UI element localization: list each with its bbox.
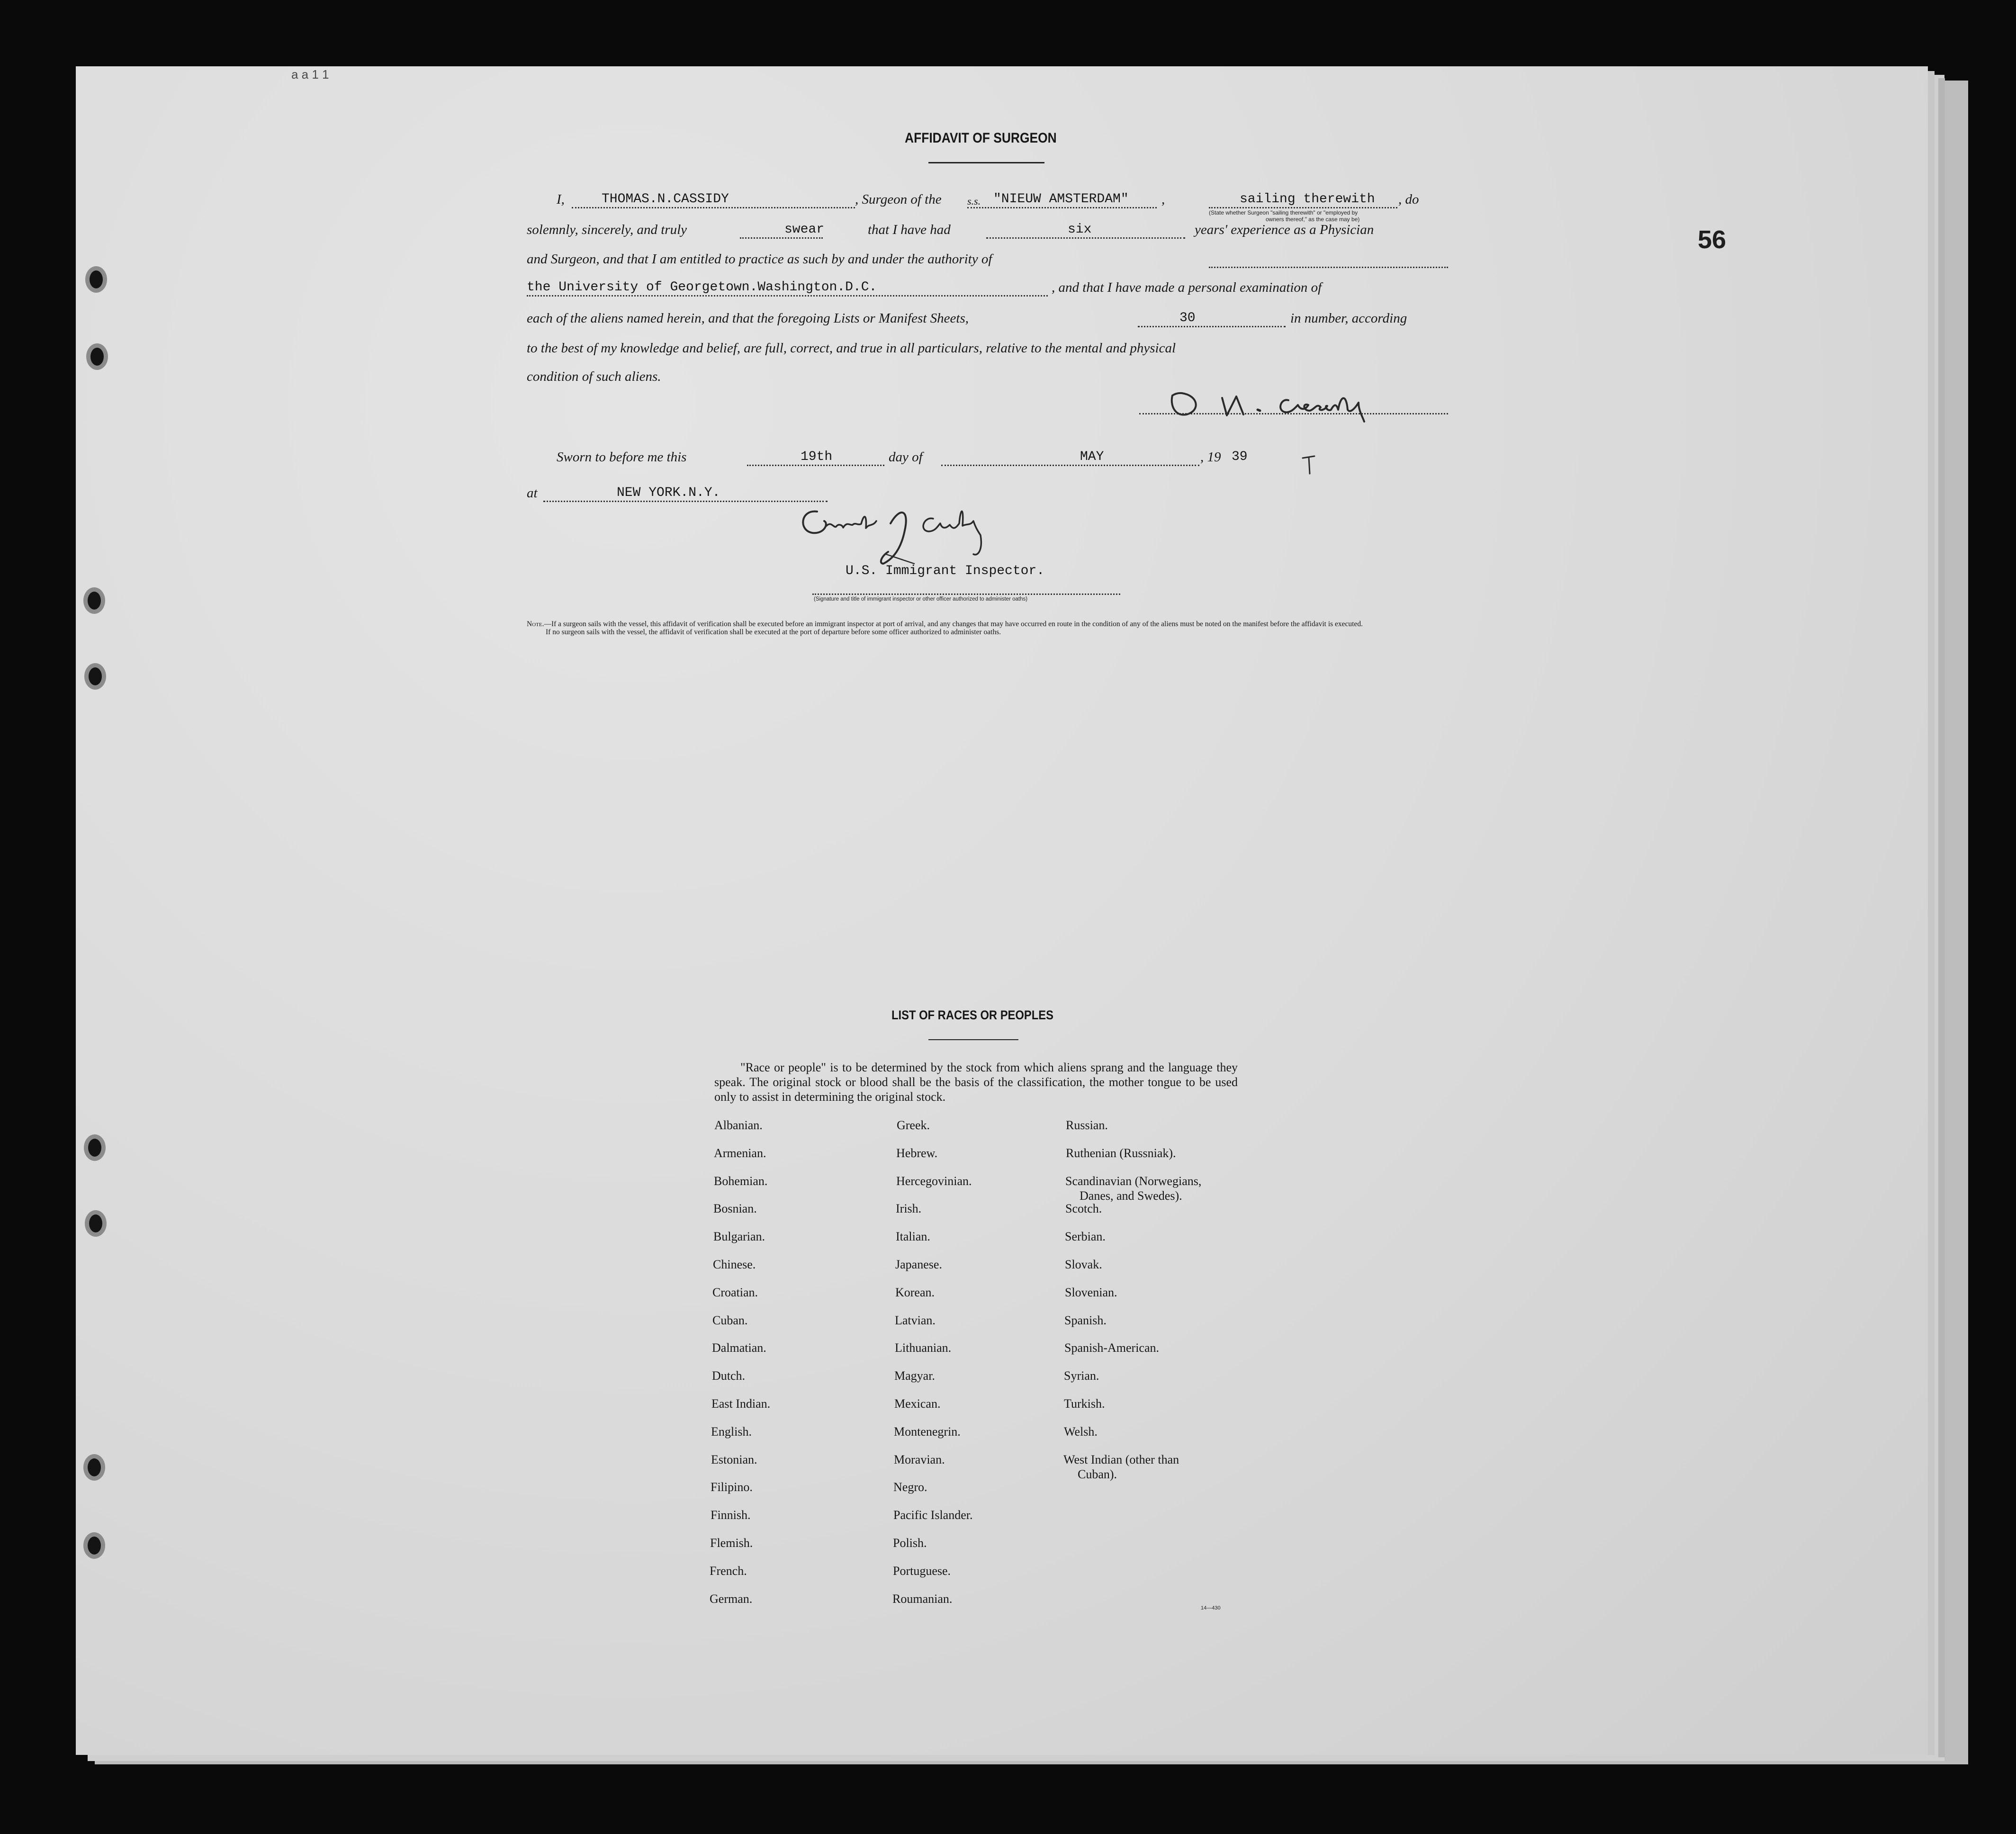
race-item: Slovak. (1065, 1258, 1102, 1271)
text: in number, according (1290, 311, 1407, 326)
race-item: Negro. (893, 1480, 927, 1494)
authority-blank-upper (1209, 267, 1448, 268)
binding-hole (83, 1532, 105, 1559)
race-item: Japanese. (895, 1258, 942, 1271)
race-item: Moravian. (894, 1452, 945, 1466)
races-intro: "Race or people" is to be determined by the stock from which aliens sprang and the language they speak. The original stock or blood shall be the basis of the classification, the mother tongue to be used only to assist in determining the original stock. (714, 1061, 1238, 1104)
affidavit-title: AFFIDAVIT OF SURGEON (905, 130, 1057, 146)
race-item: Irish. (896, 1202, 922, 1216)
race-item: Syrian. (1064, 1369, 1099, 1383)
race-item: Danes, and Swedes). (1080, 1188, 1182, 1203)
text: , do (1398, 192, 1419, 207)
race-item: Flemish. (710, 1536, 753, 1550)
page-edge (1928, 71, 1935, 1755)
month: MAY (1080, 450, 1104, 464)
race-item: Estonian. (711, 1452, 757, 1466)
ship-name-blank (967, 207, 1157, 208)
page-number: 56 (1698, 225, 1727, 254)
affidavit-line-4 (527, 270, 1450, 297)
place: NEW YORK.N.Y. (617, 485, 720, 500)
note-label: Note. (527, 620, 544, 628)
inspector-signature (791, 497, 1014, 568)
race-item: Greek. (897, 1118, 930, 1132)
race-item: Croatian. (712, 1285, 758, 1299)
text: , and that I have made a personal examination of (1052, 280, 1322, 295)
affidavit-line-2 (527, 212, 1450, 240)
race-item: Scandinavian (Norwegians, (1065, 1174, 1202, 1188)
affidavit-line-5 (527, 301, 1450, 328)
race-item: Turkish. (1064, 1397, 1105, 1411)
race-item: Chinese. (713, 1258, 756, 1271)
race-item: Slovenian. (1065, 1285, 1117, 1299)
sheets: 30 (1179, 311, 1196, 325)
race-item: Magyar. (894, 1369, 935, 1383)
race-item: Scotch. (1065, 1202, 1102, 1216)
race-item: Spanish. (1064, 1313, 1107, 1327)
oath-blank (740, 237, 823, 239)
text: Sworn to before me this (557, 450, 687, 465)
binding-hole (83, 587, 105, 614)
place-blank (543, 501, 828, 502)
races-title: LIST OF RACES OR PEOPLES (891, 1008, 1053, 1022)
race-item: Portuguese. (893, 1564, 951, 1578)
title-underline (928, 162, 1044, 163)
authority-blank (527, 295, 1048, 297)
corner-mark: a a 1 1 (291, 67, 329, 81)
authority: the University of Georgetown.Washington.D.C. (527, 280, 877, 295)
race-item: Bosnian. (713, 1202, 757, 1216)
race-item: Mexican. (894, 1397, 941, 1411)
race-item: Korean. (895, 1285, 935, 1299)
race-item: Latvian. (895, 1313, 936, 1327)
text: day of (889, 450, 923, 465)
text: condition of such aliens. (527, 369, 661, 384)
note-text: —If a surgeon sails with the vessel, this affidavit of verification shall be executed before an immigrant inspector at port of arrival, and any changes that may have occurred en route in the condition of any of the aliens must be noted on the manifest before the affidavit is executed. (544, 620, 1363, 628)
text: solemnly, sincerely, and truly (527, 222, 687, 237)
race-item: Filipino. (711, 1480, 753, 1494)
inspector-signature-line (812, 593, 1120, 595)
binding-hole (84, 663, 106, 690)
sailing-status: sailing therewith (1240, 192, 1375, 207)
text: years' experience as a Physician (1195, 222, 1374, 237)
race-item: Bulgarian. (713, 1230, 765, 1244)
races-title-underline (928, 1039, 1018, 1040)
binding-hole (86, 343, 108, 370)
race-item: Dalmatian. (712, 1341, 766, 1355)
sailing-hint: owners thereof," as the case may be) (1266, 216, 1360, 223)
text: , Surgeon of the (855, 192, 942, 207)
surgeon-name: THOMAS.N.CASSIDY (602, 192, 729, 207)
race-item: Pacific Islander. (893, 1508, 973, 1522)
race-item: French. (710, 1564, 747, 1578)
race-item: Hebrew. (896, 1146, 938, 1160)
race-item: West Indian (other than (1063, 1452, 1179, 1466)
oath: swear (784, 222, 825, 237)
page-edge (1938, 78, 1945, 1757)
ship-name: "NIEUW AMSTERDAM" (993, 192, 1129, 207)
inspector-title: U.S. Immigrant Inspector. (846, 564, 1045, 578)
race-item: Hercegovinian. (896, 1174, 972, 1188)
form-number: 14—430 (1201, 1605, 1221, 1611)
race-item: Lithuanian. (895, 1341, 952, 1355)
race-item: Roumanian. (892, 1591, 953, 1606)
pencil-tick (1300, 452, 1319, 476)
race-item: Serbian. (1065, 1230, 1106, 1244)
text: , (1161, 192, 1165, 207)
text: to the best of my knowledge and belief, are full, correct, and true in all particulars, relative to the mental and physical (527, 341, 1176, 356)
race-item: Ruthenian (Russniak). (1066, 1146, 1176, 1160)
race-item: Albanian. (714, 1118, 763, 1132)
text: at (527, 485, 538, 501)
affidavit-line-3 (527, 242, 1450, 269)
text: , 19 (1200, 450, 1221, 465)
race-item: Russian. (1066, 1118, 1108, 1132)
surgeon-signature (1161, 377, 1407, 424)
note-text: If no surgeon sails with the vessel, the affidavit of verification shall be executed at the port of departure before some officer authorized to administer oaths. (546, 628, 1001, 636)
text: and Surgeon, and that I am entitled to practice as such by and under the authority of (527, 252, 992, 267)
binding-hole (85, 1210, 107, 1237)
text: I, (557, 192, 565, 207)
years: six (1068, 222, 1092, 237)
race-item: Montenegrin. (894, 1424, 961, 1438)
ss-prefix: s.s. (967, 195, 981, 207)
race-item: Polish. (893, 1536, 927, 1550)
binding-hole (85, 266, 107, 293)
race-item: Bohemian. (714, 1174, 768, 1188)
day: 19th (801, 450, 833, 464)
race-item: Welsh. (1064, 1424, 1098, 1438)
month-blank (941, 465, 1199, 466)
year: 39 (1232, 450, 1248, 464)
race-item: English. (711, 1424, 752, 1438)
text: that I have had (868, 222, 951, 237)
day-blank (747, 465, 884, 466)
race-item: Cuban). (1078, 1467, 1117, 1481)
race-item: Dutch. (712, 1369, 746, 1383)
signature-line (1139, 413, 1448, 414)
race-item: Spanish-American. (1064, 1341, 1160, 1355)
race-item: German. (710, 1591, 753, 1606)
binding-hole (83, 1454, 105, 1481)
sailing-hint: (State whether Surgeon "sailing therewith" or "employed by (1209, 209, 1358, 216)
sheets-blank (1138, 326, 1286, 327)
race-item: Armenian. (714, 1146, 766, 1160)
binding-hole (84, 1134, 106, 1161)
inspector-caption: (Signature and title of immigrant inspector or other officer authorized to administer oaths) (814, 596, 1028, 602)
surgeon-name-blank (572, 207, 855, 208)
text: each of the aliens named herein, and that the foregoing Lists or Manifest Sheets, (527, 311, 969, 326)
sailing-status-blank (1209, 207, 1397, 208)
race-item: Italian. (896, 1230, 930, 1244)
affidavit-note (527, 620, 1448, 636)
years-blank (986, 237, 1185, 239)
affidavit-line-6 (527, 331, 1450, 358)
race-item: Finnish. (711, 1508, 751, 1522)
affidavit-line-1 (527, 182, 1450, 223)
race-item: East Indian. (711, 1397, 771, 1411)
race-item: Cuban. (712, 1313, 748, 1327)
